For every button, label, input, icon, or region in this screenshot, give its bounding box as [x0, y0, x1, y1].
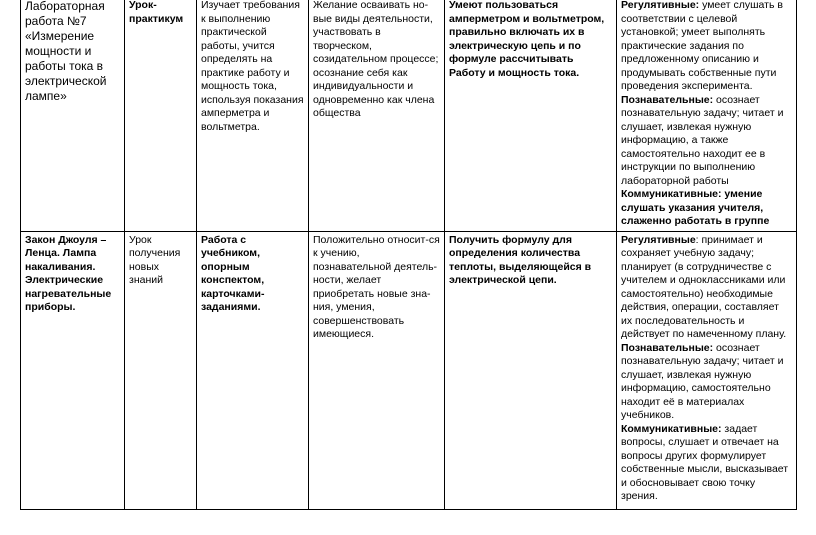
uud-text: осознает познавательную задачу; читает и слушает, извлекая нужную информацию, а также самостоятельно находит ее в инструкции по выполнению лабораторной работы — [621, 93, 784, 187]
uud-communicative — [621, 188, 792, 229]
topic-text: Лабораторная работа №7 «Измерение мощности и работы тока в электрической лампе» — [25, 0, 107, 103]
lesson-plan-table — [20, 0, 797, 510]
lesson-type-text: Урок получения новых знаний — [129, 233, 181, 286]
personal-results-cell — [309, 0, 445, 231]
subject-results-text: Умеют пользоваться амперметром и вольтметром, правильно включать их в электрическую цепь и по формуле рассчитывать Работу и мощность тока. — [449, 0, 605, 79]
personal-results-text: Положительно относит-ся к учению, познавательной деятель-ности, желает приобретать новые зна-ния, умения, совершенствовать имеющиеся. — [313, 233, 440, 340]
lesson-type-cell — [125, 0, 197, 231]
uud-label: Коммуникативные: — [621, 422, 722, 435]
uud-text: осознает познавательную задачу; читает и слушает, извлекая нужную информацию, самостоятельно находит её в материалах учебников. — [621, 341, 784, 421]
table-row — [21, 0, 797, 231]
uud-label: Регулятивные — [621, 233, 696, 246]
activity-cell — [197, 231, 309, 509]
uud-label: Познавательные: — [621, 341, 714, 354]
uud-label: Регулятивные: — [621, 0, 700, 11]
uud-text: задает вопросы, слушает и отвечает на вопросы других формулирует собственные мысли, высказывает и обосновывает свою точку зрения. — [621, 422, 789, 502]
activity-text: Работа с учебником, опорным конспектом, карточками-заданиями. — [201, 233, 265, 313]
table-row — [21, 231, 797, 509]
uud-label: Познавательные: — [621, 93, 714, 106]
lesson-type-text: Урок-практикум — [129, 0, 184, 25]
subject-results-cell — [445, 231, 617, 509]
uud-communicative — [621, 423, 792, 504]
personal-results-text: Желание осваивать но-вые виды деятельности, участвовать в творческом, созидательном процессе; осознание себя как индивидуальности и одновременно как члена общества — [313, 0, 439, 119]
uud-text: умение слушать указания учителя, слаженно работать в группе — [621, 188, 770, 227]
uud-cognitive — [621, 94, 792, 189]
uud-regulative — [621, 0, 792, 94]
activity-cell — [197, 0, 309, 231]
uud-cell — [617, 0, 797, 231]
uud-cognitive — [621, 342, 792, 423]
subject-results-cell — [445, 0, 617, 231]
uud-text: умеет слушать в соответствии с целевой установкой; умеет выполнять практические задания по предложенному описанию и продумывать собственные пути проведения эксперимента. — [621, 0, 783, 92]
subject-results-text: Получить формулу для определения количества теплоты, выделяющейся в электрической цепи. — [449, 233, 592, 286]
topic-text: Закон Джоуля – Ленца. Лампа накаливания. Электрические нагревательные приборы. — [25, 233, 112, 313]
activity-text: Изучает требования к выполнению практической работы, учится определять на практике работу и мощность тока, используя показания амперметра и вольтметра. — [201, 0, 304, 133]
personal-results-cell — [309, 231, 445, 509]
lesson-type-cell — [125, 231, 197, 509]
topic-cell — [21, 0, 125, 231]
uud-cell — [617, 231, 797, 509]
topic-cell — [21, 231, 125, 509]
uud-label: Коммуникативные: — [621, 188, 722, 200]
uud-text: : принимает и сохраняет учебную задачу; планирует (в сотрудничестве с учителем и одноклассниками или самостоятельно) необходимые действия, операции, составляет их последовательность и действует по намеченному плану. — [621, 233, 787, 340]
uud-regulative — [621, 234, 792, 342]
